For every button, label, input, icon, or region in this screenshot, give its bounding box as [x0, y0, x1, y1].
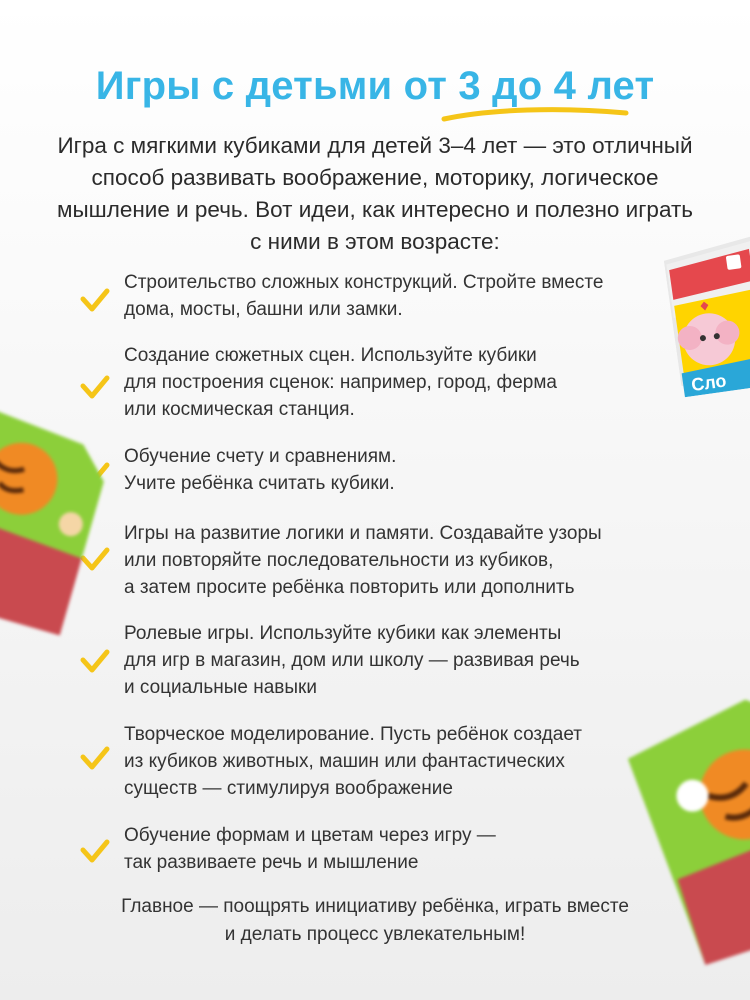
- tip-line: и социальные навыки: [124, 677, 317, 698]
- tip-line: или повторяйте последовательности из кубиков,: [124, 550, 554, 571]
- outro-line: и делать процесс увлекательным!: [224, 924, 526, 945]
- tip-line: для построения сценок: например, город, ферма: [124, 372, 557, 393]
- check-icon: [80, 745, 110, 771]
- check-icon: [80, 838, 110, 864]
- check-icon: [80, 374, 110, 400]
- tip-line: Обучение формам и цветам через игру —: [124, 825, 496, 846]
- outro-line: Главное — поощрять инициативу ребёнка, играть вместе: [121, 896, 629, 917]
- intro-paragraph: Игра с мягкими кубиками для детей 3–4 лет — это отличный способ развивать воображение, моторику, логическое мышление и речь. Вот идеи, как интересно и полезно играть с ними в этом возрасте:: [57, 133, 693, 254]
- list-item: [124, 443, 704, 497]
- tip-line: или космическая станция.: [124, 399, 355, 420]
- list-item: [124, 520, 704, 601]
- list-item: [124, 342, 704, 423]
- tip-line: для игр в магазин, дом или школу — развивая речь: [124, 650, 580, 671]
- list-item: [124, 620, 704, 701]
- tip-line: Строительство сложных конструкций. Стройте вместе: [124, 272, 604, 293]
- tip-line: существ — стимулируя воображение: [124, 778, 453, 799]
- tip-line: так развиваете речь и мышление: [124, 852, 419, 873]
- list-item: [124, 822, 704, 876]
- cube-right-label: Сло: [689, 370, 728, 396]
- tip-line: Создание сюжетных сцен. Используйте кубики: [124, 345, 537, 366]
- check-icon: [80, 648, 110, 674]
- tip-line: из кубиков животных, машин или фантастических: [124, 751, 565, 772]
- title-suffix: лет: [576, 64, 655, 108]
- tip-line: Обучение счету и сравнениям.: [124, 446, 397, 467]
- tip-line: Творческое моделирование. Пусть ребёнок создает: [124, 724, 583, 745]
- title-prefix: Игры с детьми от: [95, 64, 459, 108]
- check-icon: [80, 287, 110, 313]
- outro-text: [60, 893, 690, 949]
- check-icon: [80, 546, 110, 572]
- tip-line: Игры на развитие логики и памяти. Создавайте узоры: [124, 523, 602, 544]
- list-item: [124, 721, 704, 802]
- tip-line: а затем просите ребёнка повторить или дополнить: [124, 577, 575, 598]
- tip-line: дома, мосты, башни или замки.: [124, 299, 403, 320]
- title-highlight: 3 до 4: [458, 64, 577, 108]
- list-item: [124, 269, 704, 323]
- tip-line: Учите ребёнка считать кубики.: [124, 473, 395, 494]
- tip-line: Ролевые игры. Используйте кубики как элементы: [124, 623, 562, 644]
